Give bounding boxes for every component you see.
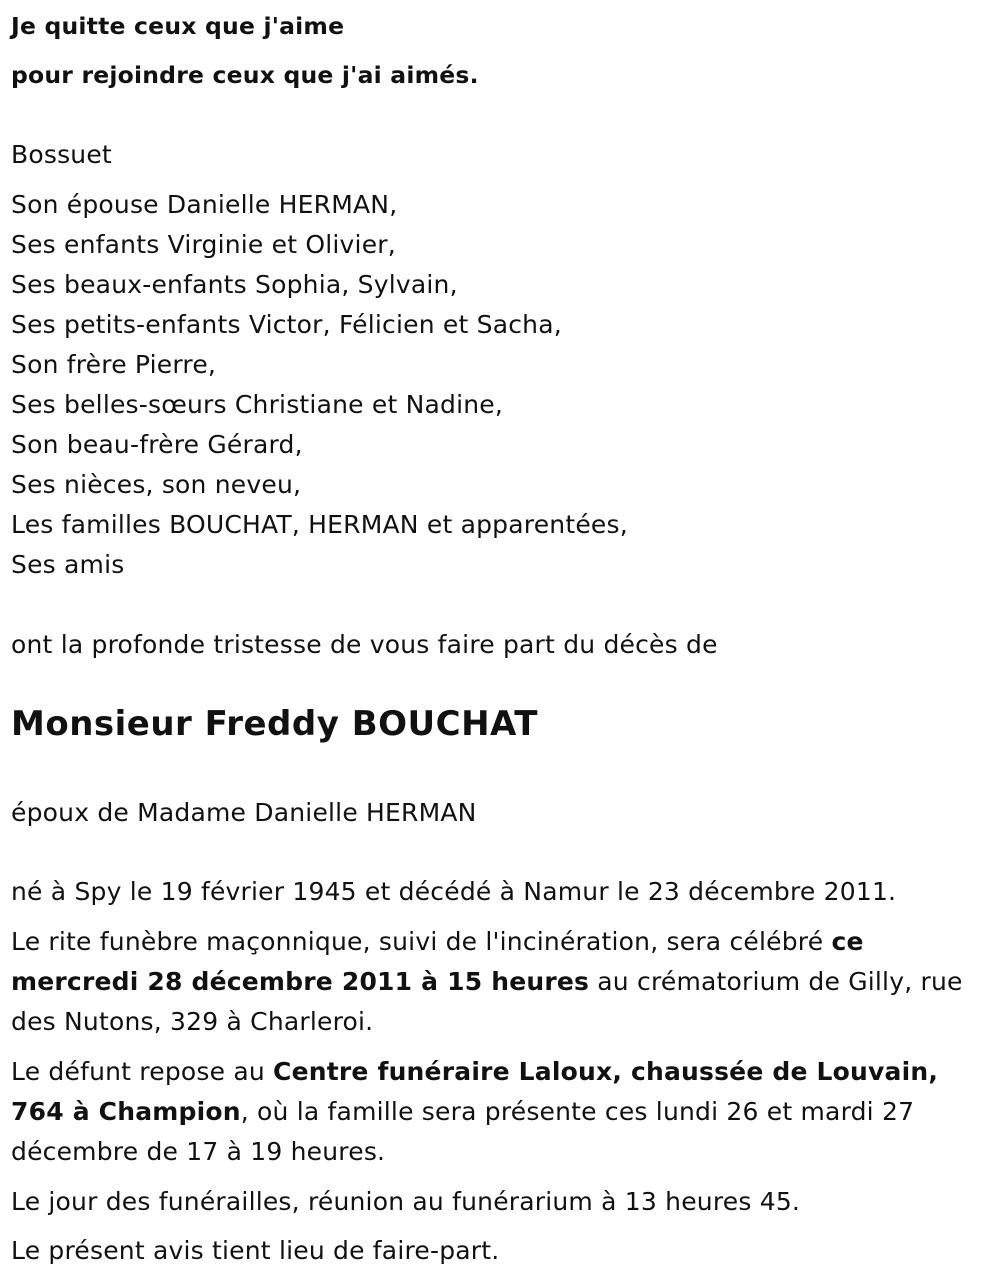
spouse-line: époux de Madame Danielle HERMAN: [11, 798, 477, 827]
location: Bossuet: [11, 140, 112, 169]
ceremony-place: au crématorium de Gilly, rue des Nutons, 329 à Charleroi.: [11, 967, 963, 1036]
family-member: Ses amis: [11, 550, 125, 579]
funeral-home: Centre funéraire Laloux, chaussée de Louvain, 764 à Champion: [11, 1057, 939, 1126]
family-member: Son beau-frère Gérard,: [11, 430, 303, 459]
birth-death: né à Spy le 19 février 1945 et décédé à Namur le 23 décembre 2011.: [11, 877, 897, 906]
funeral-day: Le jour des funérailles, réunion au funérarium à 13 heures 45.: [11, 1187, 801, 1216]
family-member: Ses beaux-enfants Sophia, Sylvain,: [11, 270, 458, 299]
family-member: Ses enfants Virginie et Olivier,: [11, 230, 396, 259]
ceremony-text: Le rite funèbre maçonnique, suivi de l'incinération, sera célébré: [11, 927, 832, 956]
family-member: Les familles BOUCHAT, HERMAN et apparentées,: [11, 510, 628, 539]
family-member: Son épouse Danielle HERMAN,: [11, 190, 398, 219]
rest-text: Le défunt repose au: [11, 1057, 274, 1086]
deceased-name: Monsieur Freddy BOUCHAT: [11, 704, 538, 744]
family-member: Ses nièces, son neveu,: [11, 470, 302, 499]
ceremony-date: ce mercredi 28 décembre 2011 à 15 heures: [11, 927, 864, 996]
visiting-hours: , où la famille sera présente ces lundi 26 et mardi 27 décembre de 17 à 19 heures.: [11, 1097, 915, 1166]
family-member: Ses petits-enfants Victor, Félicien et Sacha,: [11, 310, 562, 339]
quote-line-1: Je quitte ceux que j'aime: [11, 12, 345, 40]
family-member: Son frère Pierre,: [11, 350, 217, 379]
announcement: ont la profonde tristesse de vous faire part du décès de: [11, 630, 718, 659]
quote-line-2: pour rejoindre ceux que j'ai aimés.: [11, 61, 479, 89]
notice: Le présent avis tient lieu de faire-part.: [11, 1236, 500, 1265]
family-member: Ses belles-sœurs Christiane et Nadine,: [11, 390, 504, 419]
ceremony-paragraph: [11, 922, 986, 1042]
rest-paragraph: [11, 1052, 986, 1172]
